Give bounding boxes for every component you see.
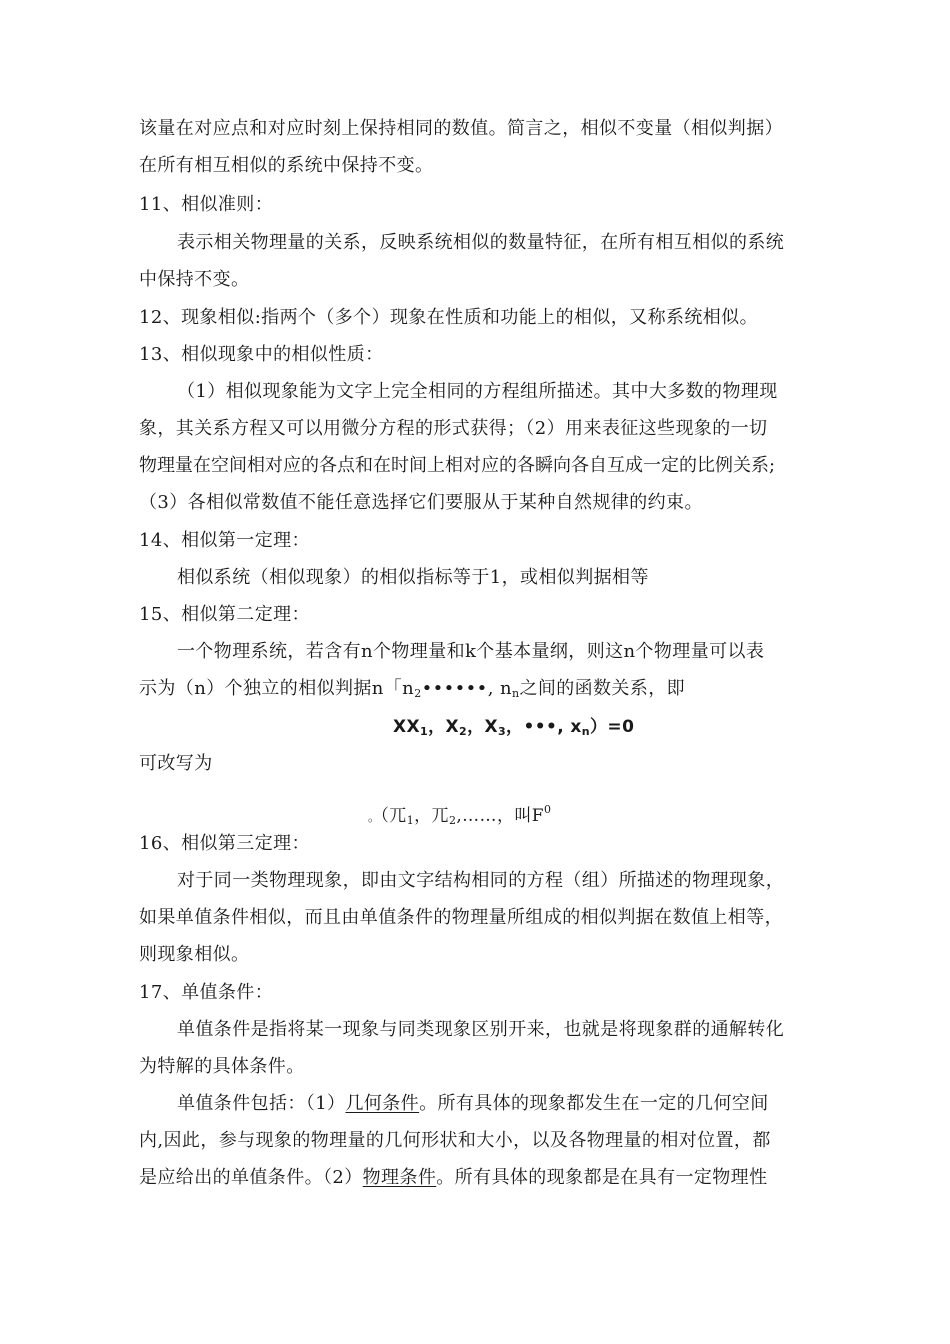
text-run: ）=0 [590, 717, 635, 737]
section-heading-16: 16、相似第三定理： [139, 833, 310, 854]
text-run: 示为（n）个独立的相似判据n「n [139, 678, 415, 699]
paragraph-line: 中保持不变。 [139, 269, 250, 290]
underlined-term: 几何条件 [345, 1093, 420, 1114]
paragraph-line: 一个物理系统，若含有n个物理量和k个基本量纲，则这n个物理量可以表 [177, 641, 765, 662]
subscript: 2 [459, 725, 468, 738]
paragraph-line [139, 677, 685, 706]
paragraph-line [177, 1092, 769, 1116]
text-run: ，•••, x [506, 717, 582, 737]
paragraph-line: 在所有相互相似的系统中保持不变。 [139, 155, 434, 176]
paragraph-line: 该量在对应点和对应时刻上保持相同的数值。简言之，相似不变量（相似判据） [139, 118, 783, 139]
paragraph-line: （1）相似现象能为文字上完全相同的方程组所描述。其中大多数的物理现 [177, 381, 778, 402]
paragraph-line: 物理量在空间相对应的各点和在时间上相对应的各瞬向各自互成一定的比例关系; [139, 455, 776, 476]
paragraph-line: 象，其关系方程又可以用微分方程的形式获得；（2）用来表征这些现象的一切 [139, 418, 768, 439]
section-heading-12: 12、现象相似:指两个（多个）现象在性质和功能上的相似，又称系统相似。 [139, 307, 758, 328]
text-run: 。 [368, 810, 381, 824]
text-run: ，X [428, 717, 459, 737]
paragraph-line: 相似系统（相似现象）的相似指标等于1，或相似判据相等 [177, 567, 649, 588]
text-run: ，X [467, 717, 498, 737]
text-run: 之间的函数关系，即 [519, 678, 686, 699]
text-run: ••••••, n [421, 678, 512, 699]
subscript: 1 [406, 814, 415, 827]
subscript: 2 [448, 814, 457, 827]
text-run: XX [393, 717, 421, 737]
text-run: ,……，叫F [456, 806, 544, 826]
text-run: 。所有具体的现象都是在具有一定物理性 [436, 1167, 768, 1188]
section-heading-15: 15、相似第二定理： [139, 604, 310, 625]
paragraph-line: 对于同一类物理现象，即由文字结构相同的方程（组）所描述的物理现象， [177, 870, 785, 891]
paragraph-line: 为特解的具体条件。 [139, 1056, 305, 1077]
subscript: n [511, 687, 520, 700]
superscript: 0 [543, 803, 552, 816]
paragraph-line: 单值条件是指将某一现象与同类现象区别开来，也就是将现象群的通解转化 [177, 1019, 785, 1040]
section-heading-11: 11、相似准则： [139, 194, 274, 215]
subscript: 1 [420, 725, 429, 738]
subscript: n [581, 725, 591, 738]
text-run: ，兀 [414, 806, 449, 826]
text-run: 单值条件包括：（1） [177, 1093, 346, 1114]
paragraph-line: 表示相关物理量的关系，反映系统相似的数量特征，在所有相互相似的系统 [177, 232, 785, 253]
section-heading-17: 17、单值条件： [139, 982, 274, 1003]
section-heading-13: 13、相似现象中的相似性质： [139, 344, 384, 365]
paragraph-line: （3）各相似常数值不能任意选择它们要服从于某种自然规律的约束。 [139, 492, 703, 513]
paragraph-line [139, 1166, 767, 1190]
text-run: （兀 [380, 806, 407, 826]
equation-1 [393, 715, 634, 744]
subscript: 3 [497, 725, 507, 738]
paragraph-line: 如果单值条件相似，而且由单值条件的物理量所组成的相似判据在数值上相等， [139, 907, 783, 928]
paragraph-line: 则现象相似。 [139, 944, 250, 965]
underlined-term: 物理条件 [362, 1167, 437, 1188]
paragraph-line: 可改写为 [139, 753, 213, 774]
text-run: 是应给出的单值条件。（2） [139, 1167, 363, 1188]
subscript: 2 [414, 687, 422, 700]
paragraph-line: 内,因此，参与现象的物理量的几何形状和大小，以及各物理量的相对位置，都 [139, 1130, 771, 1151]
section-heading-14: 14、相似第一定理： [139, 530, 310, 551]
text-run: 。所有具体的现象都发生在一定的几何空间 [419, 1093, 769, 1114]
equation-2 [368, 798, 551, 833]
